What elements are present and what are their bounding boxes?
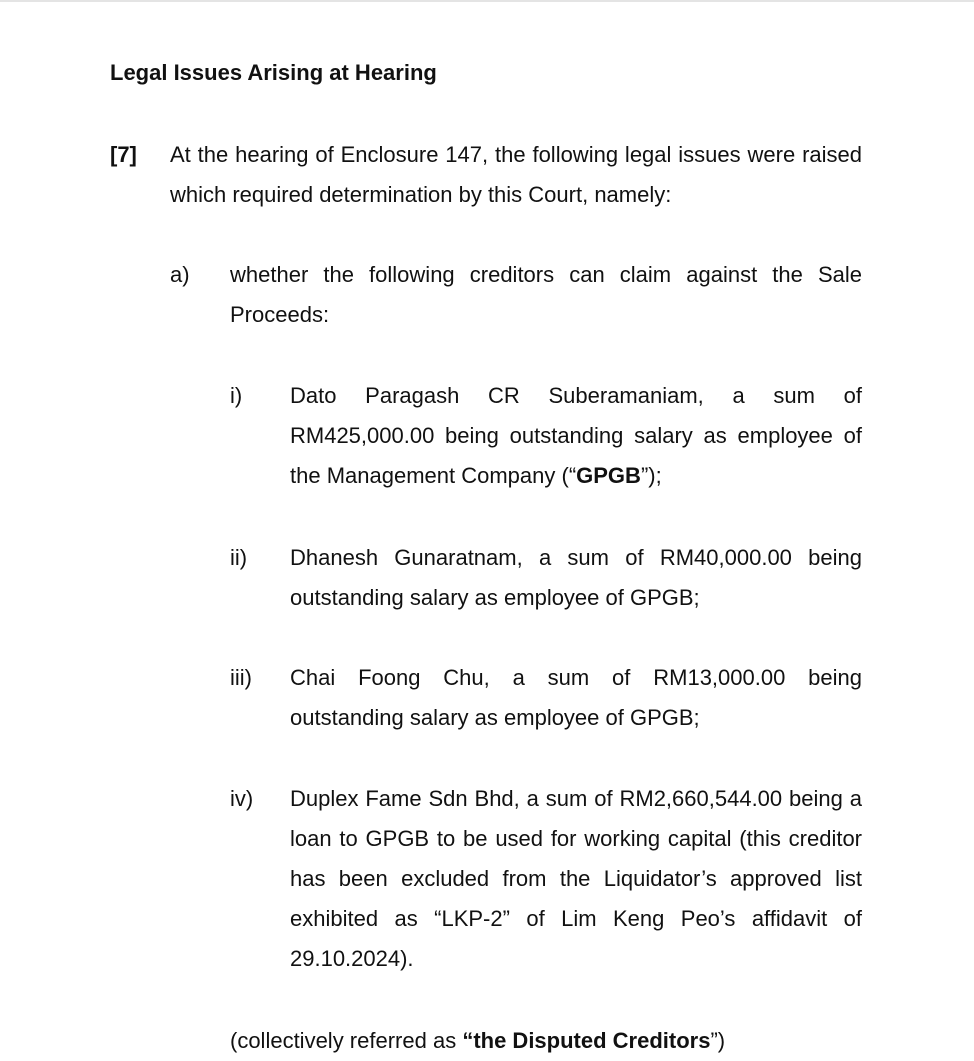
sub-item-label: iii) bbox=[230, 665, 252, 690]
collective-text-end: ”) bbox=[710, 1028, 726, 1053]
item-a-text: whether the following creditors can claim against the Sale Proceeds: bbox=[230, 262, 862, 327]
page-top-border bbox=[0, 0, 974, 2]
sub-item-i-text bbox=[290, 376, 862, 496]
section-heading: Legal Issues Arising at Hearing bbox=[110, 60, 437, 85]
sub-item-i-text-start: Dato Paragash CR Suberamaniam, a sum of RM425,000.00 being outstanding salary as employee of the Management Company (“ bbox=[290, 383, 862, 488]
sub-item-label: ii) bbox=[230, 545, 248, 570]
item-a-label: a) bbox=[170, 262, 190, 287]
collective-reference bbox=[230, 1021, 870, 1061]
sub-item-label: iv) bbox=[230, 786, 254, 811]
paragraph-number: [7] bbox=[110, 142, 137, 167]
collective-text-start: (collectively referred as bbox=[230, 1028, 463, 1053]
paragraph-7-text: At the hearing of Enclosure 147, the following legal issues were raised which required determination by this Court, namely: bbox=[170, 142, 862, 207]
sub-item-label: i) bbox=[230, 383, 243, 408]
sub-item-i-text-end: ”); bbox=[640, 463, 662, 488]
defined-term-disputed-creditors: “the Disputed Creditors bbox=[462, 1028, 711, 1053]
sub-item-iv-text: Duplex Fame Sdn Bhd, a sum of RM2,660,544.00 being a loan to GPGB to be used for working capital (this creditor has been excluded from the Liquidator’s approved list exhibited as “LKP-2” of Lim Keng Peo’s affidavit of 29.10.2024). bbox=[290, 786, 862, 971]
sub-item-ii-text: Dhanesh Gunaratnam, a sum of RM40,000.00 being outstanding salary as employee of GPGB; bbox=[290, 545, 862, 610]
defined-term-gpgb: GPGB bbox=[576, 463, 641, 488]
sub-item-iii-text: Chai Foong Chu, a sum of RM13,000.00 being outstanding salary as employee of GPGB; bbox=[290, 665, 862, 730]
